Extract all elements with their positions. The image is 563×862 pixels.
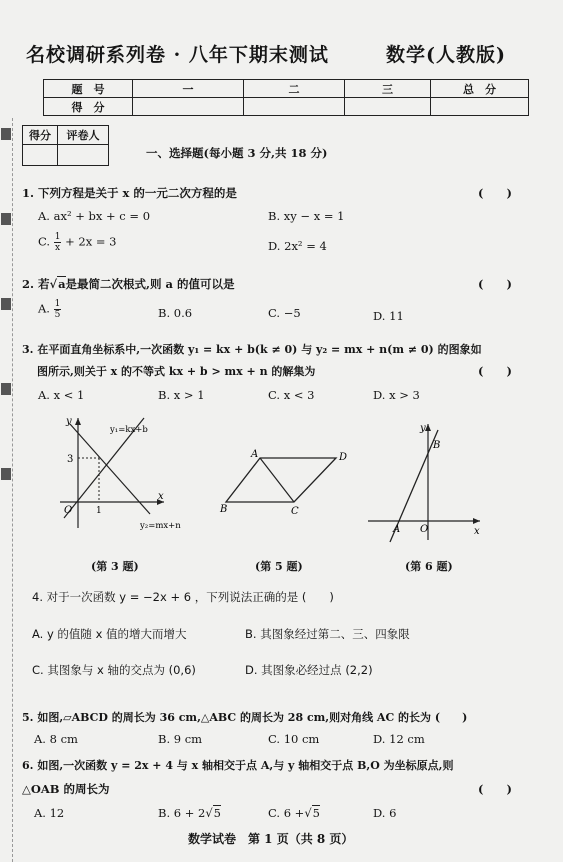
score-header-cell: 三	[345, 80, 431, 98]
q1-option-a: A. ax² + bx + c = 0	[38, 209, 151, 223]
fig5-label-a: A	[251, 449, 259, 460]
figure-5-caption: (第 5 题)	[255, 560, 303, 573]
fig5-label-c: C	[291, 506, 299, 517]
q3-option-c: C. x < 3	[268, 388, 315, 402]
figure-6-caption: (第 6 题)	[405, 560, 453, 573]
q6-option-d: D. 6	[373, 806, 397, 820]
q3-option-d: D. x > 3	[373, 388, 420, 402]
fig6-y-arrow	[425, 424, 431, 431]
fig6-y-label: y	[420, 423, 426, 434]
grader-name-label: 评卷人	[58, 126, 109, 145]
q3-answer-paren: ( )	[478, 364, 512, 378]
fig3-tick-1: 1	[96, 506, 102, 516]
q5-stem: 5. 如图,▱ABCD 的周长为 36 cm,△ABC 的周长为 28 cm,则对角线 AC 的长为 ( )	[22, 711, 468, 724]
score-row-label: 得 分	[44, 98, 133, 116]
fig3-line-y2	[70, 424, 150, 514]
fig6-x-label: x	[474, 526, 480, 537]
score-cell	[244, 98, 345, 116]
figure-6-graph	[362, 418, 487, 543]
q1-option-b: B. xy − x = 1	[268, 209, 345, 223]
q3-option-b: B. x > 1	[158, 388, 205, 402]
fig3-y2-label: y₂=mx+n	[140, 521, 181, 531]
fig6-x-arrow	[473, 518, 480, 524]
score-cell	[345, 98, 431, 116]
q6-option-a: A. 12	[34, 806, 65, 820]
fig3-x-label: x	[158, 491, 164, 502]
q3-stem-line2: 图所示,则关于 x 的不等式 kx + b > mx + n 的解集为	[37, 365, 316, 378]
grader-box	[22, 125, 109, 166]
q4-option-d: D. 其图象必经过点 (2,2)	[245, 663, 373, 677]
figure-3-caption: (第 3 题)	[91, 560, 139, 573]
q1-stem: 1. 下列方程是关于 x 的一元二次方程的是	[22, 186, 237, 200]
q2-stem: 2. 若√a是最简二次根式,则 a 的值可以是	[22, 277, 235, 291]
q2-option-d: D. 11	[373, 309, 404, 323]
subject-text: 数学(人教版)	[386, 44, 506, 66]
q2-option-a: A. $\frac{1}{5}$	[38, 299, 61, 320]
q6-option-c: C. 6 +√5	[268, 806, 320, 820]
fig5-label-d: D	[339, 452, 348, 463]
fig3-y1-label: y₁=kx+b	[110, 425, 148, 435]
fig3-y-arrow	[75, 418, 81, 425]
q6-stem-line2: △OAB 的周长为	[22, 782, 110, 796]
grader-name-cell	[58, 145, 109, 166]
fig3-origin-label: O	[64, 505, 73, 516]
title-text: 名校调研系列卷 · 八年下期末测试	[26, 44, 329, 66]
exam-title	[26, 40, 546, 67]
fig6-label-b: B	[433, 440, 441, 451]
q3-stem-line1: 3. 在平面直角坐标系中,一次函数 y₁ = kx + b(k ≠ 0) 与 y₂ = mx + n(m ≠ 0) 的图象如	[22, 343, 482, 356]
q1-option-d: D. 2x² = 4	[268, 239, 327, 253]
q4-option-a: A. y 的值随 x 值的增大而增大	[32, 627, 187, 641]
figure-5-parallelogram	[218, 442, 348, 522]
q5-option-c: C. 10 cm	[268, 732, 320, 746]
figure-3-graph	[52, 410, 192, 540]
q5-option-b: B. 9 cm	[158, 732, 203, 746]
score-cell	[431, 98, 529, 116]
binding-margin	[0, 118, 13, 862]
q6-stem-line1: 6. 如图,一次函数 y = 2x + 4 与 x 轴相交于点 A,与 y 轴相交于点 B,O 为坐标原点,则	[22, 759, 454, 772]
fig5-shape	[226, 458, 336, 502]
score-header-cell: 题 号	[44, 80, 133, 98]
q6-answer-paren: ( )	[478, 782, 512, 796]
fig5-label-b: B	[220, 504, 228, 515]
q5-option-a: A. 8 cm	[34, 732, 78, 746]
fig6-origin-label: O	[420, 524, 429, 535]
grader-score-cell	[23, 145, 58, 166]
q4-option-c: C. 其图象与 x 轴的交点为 (0,6)	[32, 663, 196, 677]
q1-option-c: C. $\frac{1}{x}$ + 2x = 3	[38, 232, 117, 253]
score-header-cell: 一	[133, 80, 244, 98]
score-header-cell: 二	[244, 80, 345, 98]
q4-stem: 4. 对于一次函数 y = −2x + 6 ，下列说法正确的是 ( )	[32, 590, 334, 604]
q2-answer-paren: ( )	[478, 277, 512, 291]
fig3-tick-3: 3	[67, 454, 74, 465]
q4-option-b: B. 其图象经过第二、三、四象限	[245, 627, 410, 641]
section-title: 一、选择题(每小题 3 分,共 18 分)	[146, 146, 328, 160]
score-cell	[133, 98, 244, 116]
q5-option-d: D. 12 cm	[373, 732, 425, 746]
q6-option-b: B. 6 + 2√5	[158, 806, 221, 820]
score-header-cell: 总 分	[431, 80, 529, 98]
grader-score-label: 得分	[23, 126, 58, 145]
score-table	[43, 79, 529, 116]
q3-option-a: A. x < 1	[38, 388, 85, 402]
fig5-diagonal-ac	[260, 458, 294, 502]
fig3-y-label: y	[66, 416, 72, 427]
fig6-label-a: A	[393, 524, 401, 535]
q1-answer-paren: ( )	[478, 186, 512, 200]
page-footer: 数学试卷 第 1 页（共 8 页）	[188, 832, 354, 846]
q2-option-b: B. 0.6	[158, 306, 193, 320]
q2-option-c: C. −5	[268, 306, 301, 320]
